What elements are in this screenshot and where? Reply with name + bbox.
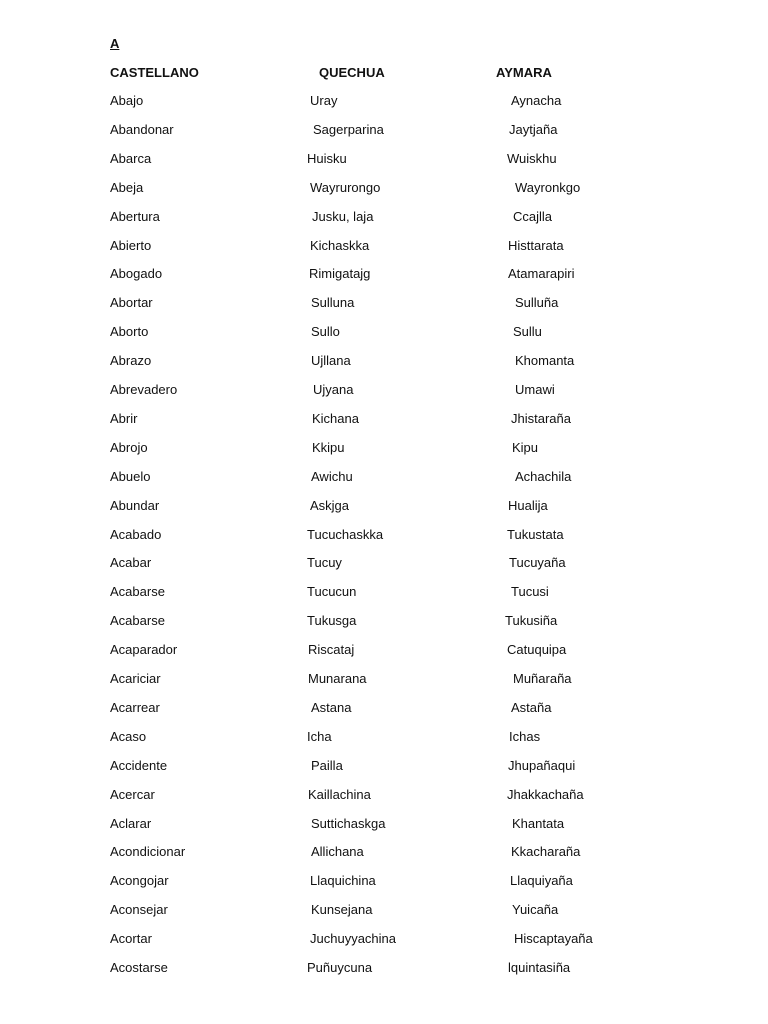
castellano-term: Acortar <box>110 931 152 947</box>
castellano-term: Aborto <box>110 324 149 340</box>
castellano-term: Abierto <box>110 237 152 253</box>
castellano-term: Abortar <box>110 295 153 311</box>
table-row <box>0 295 768 313</box>
castellano-term: Acabarse <box>110 584 165 600</box>
aymara-term: Hualija <box>508 497 548 513</box>
castellano-term: Acongojar <box>110 873 169 889</box>
castellano-term: Abeja <box>110 179 144 195</box>
aymara-term: Kipu <box>512 439 539 455</box>
quechua-term: Astana <box>311 699 352 715</box>
table-row <box>0 209 768 227</box>
castellano-term: Acabado <box>110 526 162 542</box>
aymara-term: Jhistaraña <box>511 410 571 426</box>
table-row <box>0 671 768 689</box>
castellano-term: Acostarse <box>110 960 168 975</box>
table-row <box>0 787 768 805</box>
castellano-term: Accidente <box>110 757 168 773</box>
quechua-term: Tucuy <box>307 555 342 571</box>
castellano-term: Abrir <box>110 410 138 426</box>
quechua-term: Icha <box>307 728 332 744</box>
quechua-term: Uray <box>310 93 338 108</box>
quechua-term: Awichu <box>311 468 353 484</box>
aymara-term: Tucuyaña <box>509 555 566 571</box>
table-row <box>0 527 768 545</box>
table-row <box>0 382 768 400</box>
table-row <box>0 642 768 660</box>
castellano-term: Acariciar <box>110 671 161 686</box>
aymara-term: Wuiskhu <box>507 150 557 166</box>
table-row <box>0 844 768 862</box>
quechua-term: Jusku, laja <box>312 208 374 224</box>
aymara-term: Jaytjaña <box>509 121 558 137</box>
table-row <box>0 555 768 573</box>
aymara-term: Wayronkgo <box>515 179 581 195</box>
aymara-term: Ccajlla <box>513 208 553 224</box>
table-row <box>0 498 768 516</box>
header-aymara: AYMARA <box>496 65 552 80</box>
aymara-term: Jhakkachaña <box>507 786 584 802</box>
table-row <box>0 816 768 834</box>
castellano-term: Abandonar <box>110 121 174 137</box>
table-row <box>0 238 768 256</box>
aymara-term: Tucusi <box>511 584 549 600</box>
quechua-term: Llaquichina <box>310 873 376 889</box>
table-row <box>0 93 768 111</box>
aymara-term: Llaquiyaña <box>510 873 573 889</box>
table-row <box>0 353 768 371</box>
quechua-term: Kkipu <box>312 439 345 455</box>
aymara-term: Aynacha <box>511 93 562 108</box>
table-row <box>0 873 768 891</box>
quechua-term: Askjga <box>310 497 350 513</box>
aymara-term: Kkacharaña <box>511 844 581 860</box>
castellano-term: Acondicionar <box>110 844 186 860</box>
table-row <box>0 960 768 978</box>
quechua-term: Sagerparina <box>313 121 384 137</box>
quechua-term: Riscataj <box>308 642 355 658</box>
table-row <box>0 700 768 718</box>
table-row <box>0 411 768 429</box>
castellano-term: Abogado <box>110 266 163 282</box>
quechua-term: Munarana <box>308 671 367 686</box>
table-row <box>0 469 768 487</box>
table-row <box>0 584 768 602</box>
quechua-term: Sulluna <box>311 295 355 311</box>
table-row <box>0 931 768 949</box>
castellano-term: Abertura <box>110 208 160 224</box>
column-header-row <box>110 65 556 83</box>
castellano-term: Abajo <box>110 93 144 108</box>
quechua-term: Suttichaskga <box>311 815 386 831</box>
section-letter: A <box>110 36 120 51</box>
quechua-term: Rimigatajg <box>309 266 371 282</box>
table-row <box>0 151 768 169</box>
table-row <box>0 440 768 458</box>
aymara-term: Tukusiña <box>505 613 558 629</box>
castellano-term: Acabarse <box>110 613 165 629</box>
castellano-term: Aconsejar <box>110 902 168 918</box>
quechua-term: Tucuchaskka <box>307 526 384 542</box>
header-quechua: QUECHUA <box>319 65 385 80</box>
aymara-term: Muñaraña <box>513 671 572 686</box>
quechua-term: Kaillachina <box>308 786 371 802</box>
aymara-term: Sulluña <box>515 295 559 311</box>
castellano-term: Acabar <box>110 555 152 571</box>
aymara-term: Khomanta <box>515 353 575 369</box>
quechua-term: Juchuyyachina <box>310 931 396 947</box>
quechua-term: Ujyana <box>313 382 354 397</box>
castellano-term: Aclarar <box>110 815 152 831</box>
aymara-term: Atamarapiri <box>508 266 575 282</box>
aymara-term: lquintasiña <box>508 960 571 975</box>
aymara-term: Hiscaptayaña <box>514 931 593 947</box>
castellano-term: Abrevadero <box>110 382 178 397</box>
castellano-term: Acaparador <box>110 642 178 658</box>
quechua-term: Wayrurongo <box>310 179 381 195</box>
table-row <box>0 266 768 284</box>
aymara-term: Achachila <box>515 468 572 484</box>
quechua-term: Sullo <box>311 324 340 340</box>
aymara-term: Catuquipa <box>507 642 567 658</box>
aymara-term: Tukustata <box>507 526 564 542</box>
castellano-term: Acercar <box>110 786 155 802</box>
table-row <box>0 729 768 747</box>
table-row <box>0 180 768 198</box>
castellano-term: Abarca <box>110 150 152 166</box>
aymara-term: Jhupañaqui <box>508 757 576 773</box>
aymara-term: Sullu <box>513 324 542 340</box>
aymara-term: Khantata <box>512 815 565 831</box>
aymara-term: Umawi <box>515 382 555 397</box>
aymara-term: Histtarata <box>508 237 564 253</box>
quechua-term: Tucucun <box>307 584 357 600</box>
quechua-term: Puñuycuna <box>307 960 373 975</box>
table-row <box>0 122 768 140</box>
aymara-term: Astaña <box>511 699 552 715</box>
castellano-term: Acaso <box>110 728 147 744</box>
quechua-term: Kunsejana <box>311 902 373 918</box>
aymara-term: Ichas <box>509 728 541 744</box>
aymara-term: Yuicaña <box>512 902 559 918</box>
castellano-term: Abuelo <box>110 468 151 484</box>
quechua-term: Ujllana <box>311 353 351 369</box>
quechua-term: Kichaskka <box>310 237 370 253</box>
table-row <box>0 902 768 920</box>
castellano-term: Abrojo <box>110 439 148 455</box>
castellano-term: Abrazo <box>110 353 152 369</box>
header-castellano: CASTELLANO <box>110 65 199 80</box>
quechua-term: Pailla <box>311 757 343 773</box>
quechua-term: Kichana <box>312 410 359 426</box>
table-row <box>0 324 768 342</box>
quechua-term: Huisku <box>307 150 347 166</box>
quechua-term: Tukusga <box>307 613 357 629</box>
castellano-term: Acarrear <box>110 699 160 715</box>
quechua-term: Allichana <box>311 844 364 860</box>
castellano-term: Abundar <box>110 497 160 513</box>
table-row <box>0 758 768 776</box>
table-row <box>0 613 768 631</box>
